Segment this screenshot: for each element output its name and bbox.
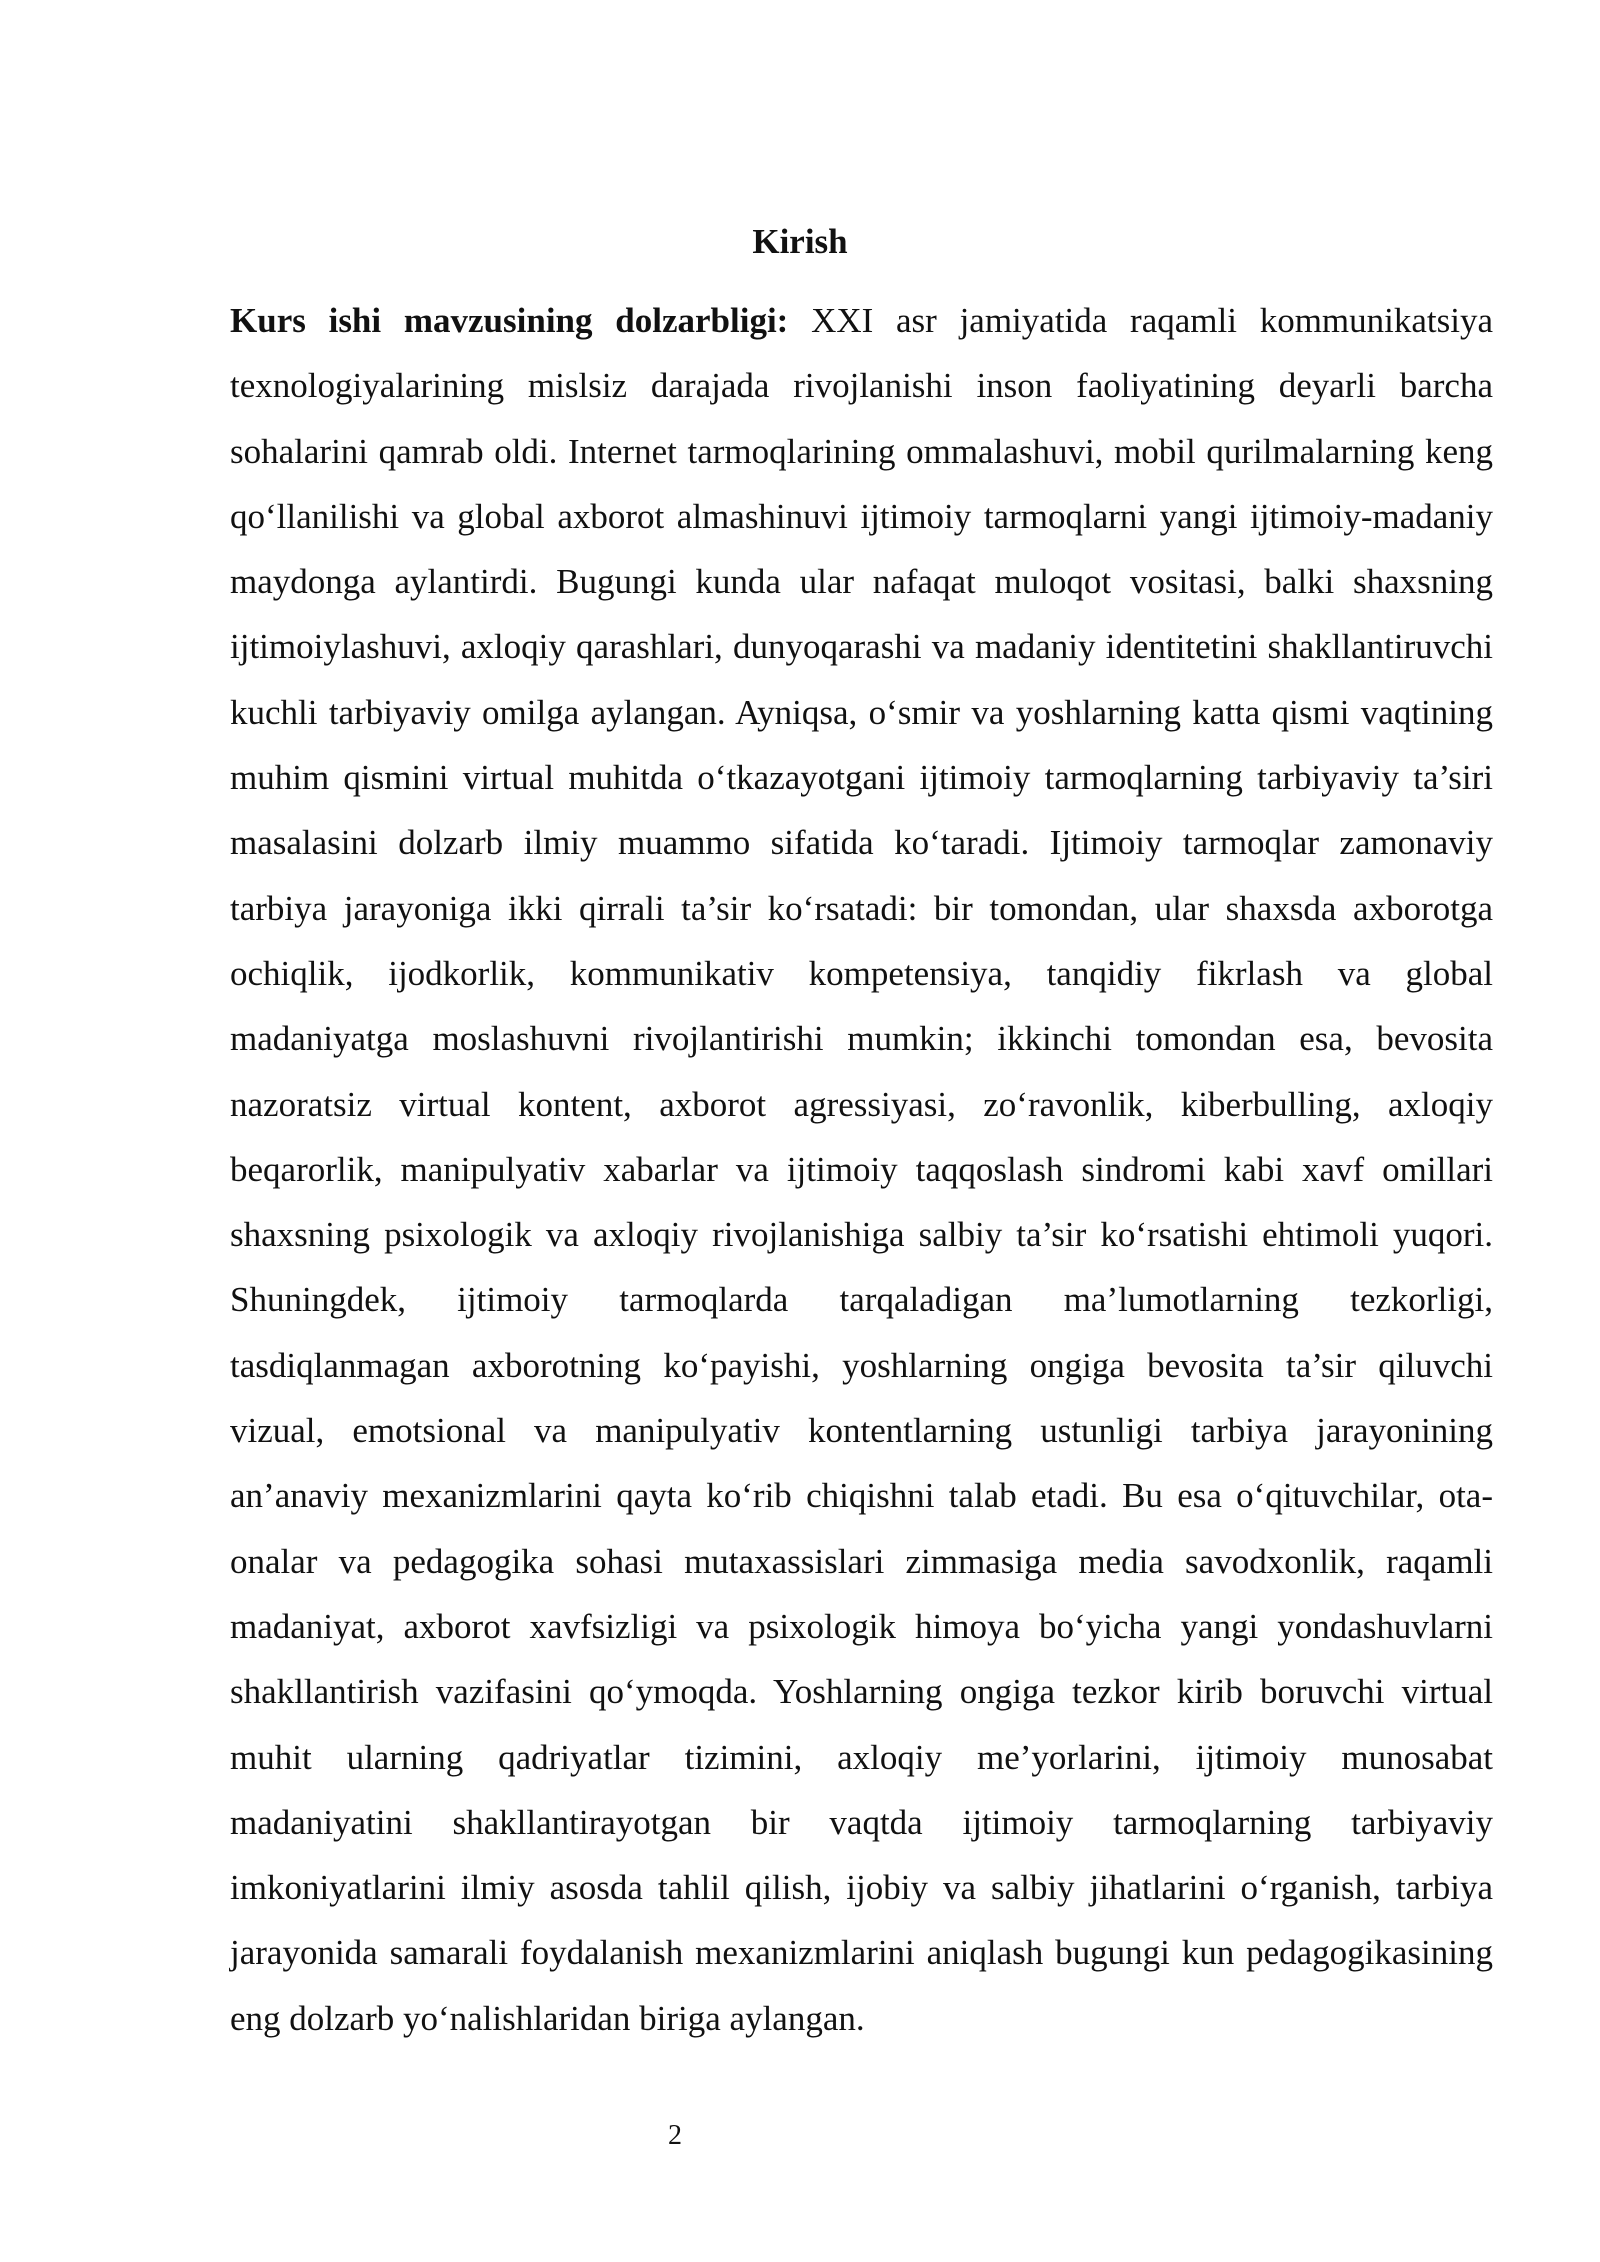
lead-label: Kurs ishi mavzusining dolzarbligi:	[230, 301, 789, 340]
body-paragraph	[230, 288, 1493, 2051]
page-number: 2	[668, 2120, 682, 2151]
paragraph-text: XXI asr jamiyatida raqamli kommunikatsiya texnologiyalarining mislsiz darajada rivojlanishi inson faoliyatining deyarli barcha sohalarini qamrab oldi. Internet tarmoqlarining ommalashuvi, mobil qurilmalarning keng qo‘llanilishi va global axborot almashinuvi ijtimoiy tarmoqlarni yangi ijtimoiy-madaniy maydonga aylantirdi. Bugungi kunda ular nafaqat muloqot vositasi, balki shaxsning ijtimoiylashuvi, axloqiy qarashlari, dunyoqarashi va madaniy identitetini shakllantiruvchi kuchli tarbiyaviy omilga aylangan. Ayniqsa, o‘smir va yoshlarning katta qismi vaqtining muhim qismini virtual muhitda o‘tkazayotgani ijtimoiy tarmoqlarning tarbiyaviy ta’siri masalasini dolzarb ilmiy muammo sifatida ko‘taradi. Ijtimoiy tarmoqlar zamonaviy tarbiya jarayoniga ikki qirrali ta’sir ko‘rsatadi: bir tomondan, ular shaxsda axborotga ochiqlik, ijodkorlik, kommunikativ kompetensiya, tanqidiy fikrlash va global madaniyatga moslashuvni rivojlantirishi mumkin; ikkinchi tomondan esa, bevosita nazoratsiz virtual kontent, axborot agressiyasi, zo‘ravonlik, kiberbulling, axloqiy beqarorlik, manipulyativ xabarlar va ijtimoiy taqqoslash sindromi kabi xavf omillari shaxsning psixologik va axloqiy rivojlanishiga salbiy ta’sir ko‘rsatishi ehtimoli yuqori. Shuningdek, ijtimoiy tarmoqlarda tarqaladigan ma’lumotlarning tezkorligi, tasdiqlanmagan axborotning ko‘payishi, yoshlarning ongiga bevosita ta’sir qiluvchi vizual, emotsional va manipulyativ kontentlarning ustunligi tarbiya jarayonining an’anaviy mexanizmlarini qayta ko‘rib chiqishni talab etadi. Bu esa o‘qituvchilar, ota-onalar va pedagogika sohasi mutaxassislari zimmasiga media savodxonlik, raqamli madaniyat, axborot xavfsizligi va psixologik himoya bo‘yicha yangi yondashuvlarni shakllantirish vazifasini qo‘ymoqda. Yoshlarning ongiga tezkor kirib boruvchi virtual muhit ularning qadriyatlar tizimini, axloqiy me’yorlarini, ijtimoiy munosabat madaniyatini shakllantirayotgan bir vaqtda ijtimoiy tarmoqlarning tarbiyaviy imkoniyatlarini ilmiy asosda tahlil qilish, ijobiy va salbiy jihatlarini o‘rganish, tarbiya jarayonida samarali foydalanish mexanizmlarini aniqlash bugungi kun pedagogikasining eng dolzarb yo‘nalishlaridan biriga aylangan.	[230, 301, 1493, 2038]
section-title: Kirish	[752, 222, 848, 261]
